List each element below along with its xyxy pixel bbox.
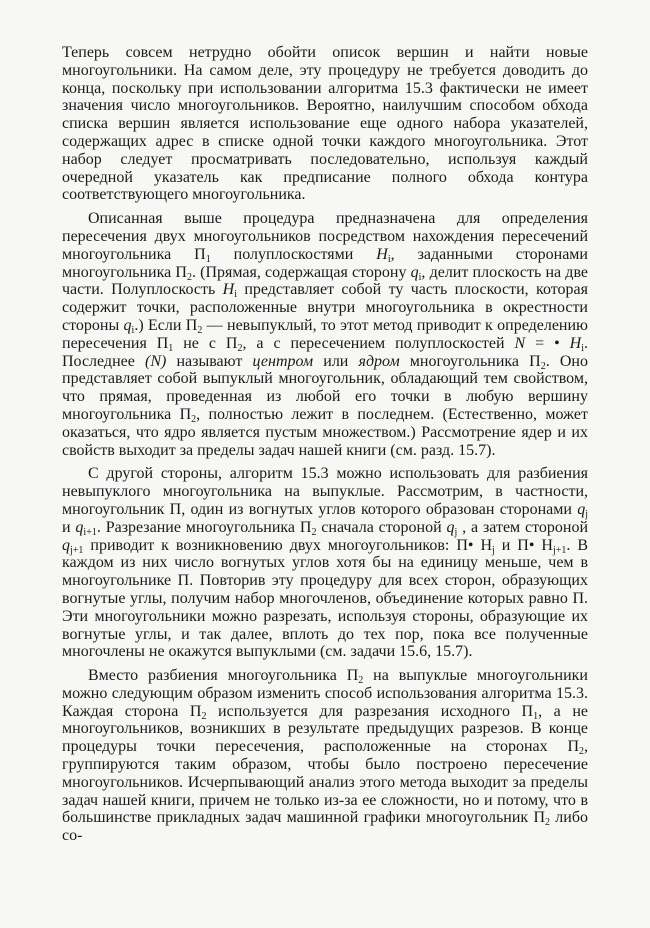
text-segment: не с П [173,334,238,352]
text-segment: приводит к возникновению двух многоугольников: П• H [83,536,493,554]
subscript: i [418,271,422,283]
italic-text: q [62,536,70,554]
subscript: i+1 [83,526,97,538]
italic-text: центром [252,352,314,370]
text-segment: . В каждом из них число вогнутых углов хотя бы на единицу меньше, чем в многоугольнике П. Повторив эту процедуру для всех сторон, образующих вогнутые углы, получим набор многочленов, объединение которых равно П. Эти многоугольники можно разрезать, используя стороны, образующие их вогнутые углы, и так далее, вплоть до тех пор, пока все полученные многочлены не окажутся выпуклыми (см. задачи 15.6, 15.7). [62,536,589,661]
subscript: 2 [197,324,203,336]
subscript: 2 [545,817,551,829]
paragraph [62,210,588,459]
text-segment: и П• H [494,536,553,554]
subscript: 1 [205,253,211,265]
subscript: 2 [186,271,192,283]
text-segment: , полностью лежит в последнем. (Естественно, может оказаться, что ядро является пустым множеством.) Рассмотрение ядер и их свойств выходит за пределы задач нашей книги (см. разд. 15.7). [62,405,588,459]
italic-text: H [222,281,235,299]
subscript: 1 [533,710,539,722]
italic-text: (N) [144,352,167,370]
text-segment: .) Если П [134,316,198,334]
subscript: i [581,342,584,354]
subscript: i [131,324,135,336]
text-segment: , делит плоскость на две части. Полуплоскость [62,263,589,299]
subscript: 2 [540,360,546,372]
text-segment: С другой стороны, алгоритм 15.3 можно использовать для разбиения невыпуклого многоугольника на выпуклые. Рассмотрим, в частности, многоугольник П, один из вогнутых углов которого образован сторонами [62,465,588,518]
italic-text: q [75,518,84,536]
subscript: j [585,508,588,520]
subscript: 2 [311,526,317,538]
text-segment: и [62,518,76,536]
text-segment: сначала стороной [316,518,447,536]
subscript: 2 [191,413,197,425]
text-segment: на выпуклые многоугольники можно следующим образом изменить способ использования алгоритма 15.3. Каждая сторона П [62,667,588,720]
text-segment: . Последнее [62,334,588,370]
subscript: 1 [168,342,174,354]
subscript: 2 [358,675,364,687]
subscript: i [234,289,237,301]
text-segment: , а затем стороной [457,518,589,536]
paragraph [62,44,588,204]
italic-text: H [376,245,388,263]
subscript: j+1 [552,544,567,556]
text-segment: представляет собой ту часть плоскости, которая содержит точки, расположенные внутри многоугольника в окрестности стороны [62,281,588,334]
subscript: 2 [237,342,243,354]
italic-text: H [569,334,582,352]
paragraph [62,465,588,661]
text-segment: , группируются таким образом, чтобы было построено пересечение многоугольников. Исчерпывающий анализ этого метода выходит за пределы задач нашей книги, причем не только из-за ее сложности, но и потому, что в большинстве прикладных задач машинной графики многоугольник П [62,738,588,827]
italic-text: q [446,518,455,536]
text-segment: — невыпуклый, то этот метод приводит к определению пересечения П [62,316,589,352]
text-segment: = • [525,334,570,352]
italic-text: N [514,334,526,352]
document-page [62,44,588,851]
text-segment: полуплоскостями [210,245,377,263]
subscript: 2 [579,746,584,758]
subscript: j+1 [70,544,84,556]
text-segment: , а не многоугольников, возникших в результате предыдущих разрезов. В конце процедуры точки пересечения, расположенные на сторонах П [62,702,589,756]
text-segment: . Оно представляет собой выпуклый многоугольник, обладающий тем свойством, что прямая, проведенная из любой его точки в любую вершину многоугольника П [62,352,588,423]
subscript: 2 [201,710,207,722]
text-segment: , заданными сторонами многоугольника П [62,245,588,281]
italic-text: q [123,316,132,334]
subscript: j [492,544,495,556]
subscript: i [387,253,391,265]
text-segment: Вместо разбиения многоугольника П [88,667,359,685]
text-segment: . Разрезание многоугольника П [96,518,312,536]
text-segment: , а с пересечением полуплоскостей [242,334,515,352]
text-segment: Описанная выше процедура предназначена для определения пересечения двух многоугольников посредством нахождения пересечений многоугольника П [62,210,588,263]
text-segment: многоугольника П [399,352,541,370]
paragraph [62,667,588,845]
text-segment: . (Прямая, содержащая сторону [191,263,411,281]
text-segment: используется для разрезания исходного П [206,702,534,720]
italic-text: ядром [358,352,400,370]
text-segment: Теперь совсем нетрудно обойти описок вершин и найти новые многоугольники. На самом деле, эту процедуру не требуется доводить до конца, поскольку при использовании алгоритма 15.3 фактически не имеет значения число многоугольников. Вероятно, наилучшим способом обхода списка вершин является использование еще одного набора указателей, содержащих адрес в списке одной точки каждого многоугольника. Этот набор следует просматривать последовательно, используя каждый очередной указатель как предписание полного обхода контура соответствующего многоугольника. [62,44,588,204]
text-segment: или [313,352,359,370]
subscript: j [454,526,458,538]
text-segment: называют [166,352,253,370]
italic-text: q [577,500,586,518]
italic-text: q [410,263,419,281]
text-segment: либо со- [62,809,588,845]
